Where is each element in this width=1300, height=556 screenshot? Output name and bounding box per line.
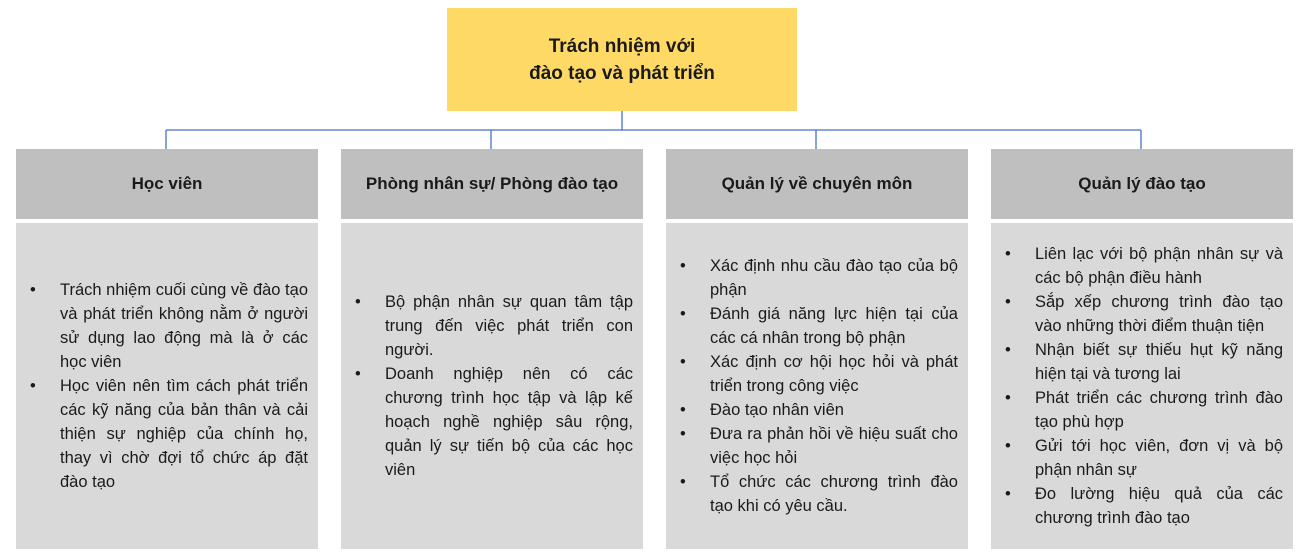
column-quan-ly-chuyen-mon	[666, 149, 968, 549]
list-item: • Đưa ra phản hồi về hiệu suất cho việc học hỏi	[678, 422, 958, 470]
column-body	[666, 223, 968, 549]
bullet-list	[1003, 242, 1283, 530]
list-item: • Bộ phận nhân sự quan tâm tập trung đến việc phát triển con người.	[353, 290, 633, 362]
column-quan-ly-dao-tao	[991, 149, 1293, 549]
bullet-list	[678, 254, 958, 518]
root-title-line2: đào tạo và phát triển	[529, 62, 715, 84]
list-item: • Sắp xếp chương trình đào tạo vào những thời điểm thuận tiện	[1003, 290, 1283, 338]
list-item: • Đo lường hiệu quả của các chương trình đào tạo	[1003, 482, 1283, 530]
list-item: • Liên lạc với bộ phận nhân sự và các bộ phận điều hành	[1003, 242, 1283, 290]
bullet-list	[353, 290, 633, 482]
list-item: • Trách nhiệm cuối cùng về đào tạo và phát triển không nằm ở người sử dụng lao động mà là ở các học viên	[28, 278, 308, 374]
column-hoc-vien	[16, 149, 318, 549]
column-body	[991, 223, 1293, 549]
root-title-line1: Trách nhiệm với	[548, 35, 696, 57]
list-item: • Tổ chức các chương trình đào tạo khi có yêu cầu.	[678, 470, 958, 518]
column-header	[16, 149, 318, 219]
column-header	[341, 149, 643, 219]
root-node	[447, 8, 797, 111]
list-item: • Phát triển các chương trình đào tạo phù hợp	[1003, 386, 1283, 434]
column-header	[991, 149, 1293, 219]
column-title: Quản lý về chuyên môn	[721, 174, 913, 193]
bullet-list	[28, 278, 308, 494]
column-body	[16, 223, 318, 549]
list-item: • Doanh nghiệp nên có các chương trình học tập và lập kế hoạch nghề nghiệp sâu rộng, quản lý sự tiến bộ của các học viên	[353, 362, 633, 482]
list-item: • Học viên nên tìm cách phát triển các kỹ năng của bản thân và cải thiện sự nghiệp của chính họ, thay vì chờ đợi tổ chức áp đặt đào tạo	[28, 374, 308, 494]
column-title: Quản lý đào tạo	[1078, 174, 1206, 193]
column-body	[341, 223, 643, 549]
column-phong-nhan-su	[341, 149, 643, 549]
list-item: • Xác định cơ hội học hỏi và phát triển trong công việc	[678, 350, 958, 398]
column-title: Học viên	[131, 174, 203, 193]
list-item: • Đánh giá năng lực hiện tại của các cá nhân trong bộ phận	[678, 302, 958, 350]
column-header	[666, 149, 968, 219]
list-item: • Xác định nhu cầu đào tạo của bộ phận	[678, 254, 958, 302]
column-title: Phòng nhân sự/ Phòng đào tạo	[365, 174, 619, 193]
list-item: • Gửi tới học viên, đơn vị và bộ phận nhân sự	[1003, 434, 1283, 482]
list-item: • Đào tạo nhân viên	[678, 398, 958, 422]
list-item: • Nhận biết sự thiếu hụt kỹ năng hiện tại và tương lai	[1003, 338, 1283, 386]
